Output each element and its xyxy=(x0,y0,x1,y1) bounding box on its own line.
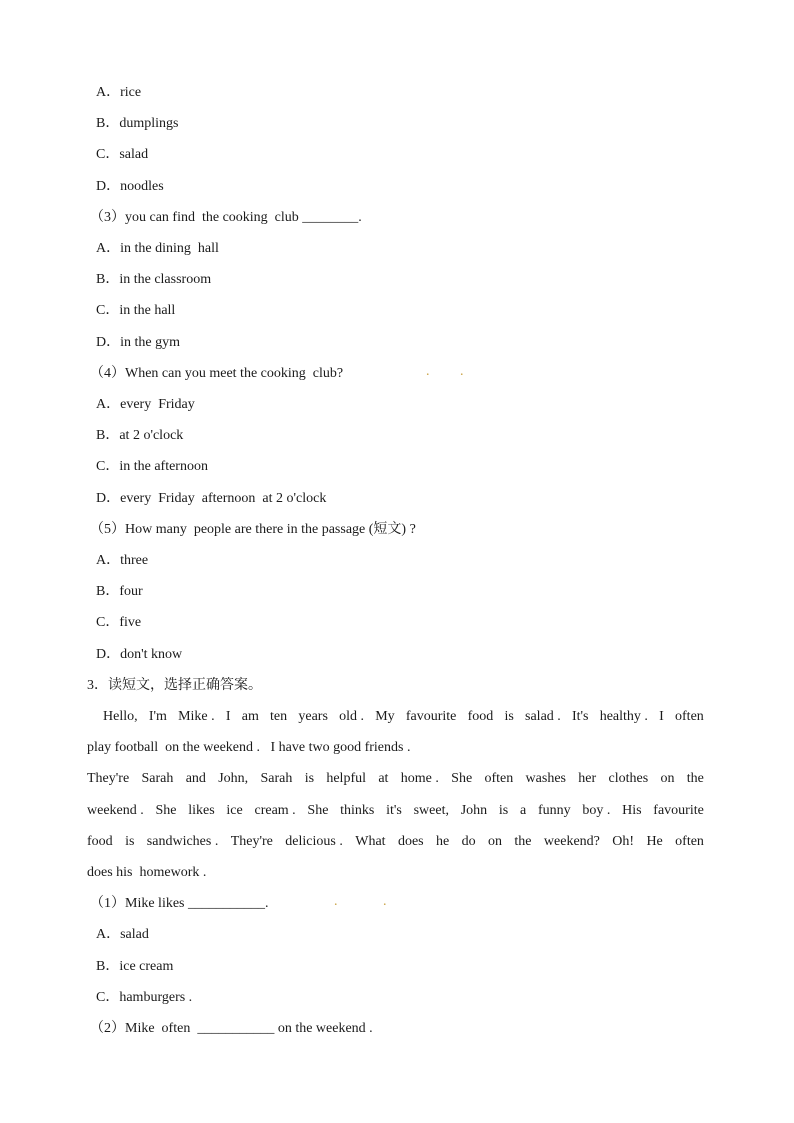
word: They're xyxy=(87,771,130,786)
word: he xyxy=(436,834,450,849)
question-stem: （5）How many people are there in the passage (短文) ? xyxy=(90,522,416,537)
word: salad . xyxy=(525,709,561,724)
word: They're xyxy=(230,834,273,849)
word: clothes xyxy=(608,771,649,786)
option-b: B．ice cream xyxy=(96,959,174,974)
word: the xyxy=(514,834,532,849)
word: am xyxy=(241,709,259,724)
word: Sarah xyxy=(260,771,293,786)
mark-dot: . xyxy=(460,364,464,379)
passage-line xyxy=(87,770,704,788)
option-c: C．in the hall xyxy=(96,303,176,318)
word: I'm xyxy=(148,709,167,724)
word: food xyxy=(467,709,494,724)
word: home . xyxy=(400,771,439,786)
option-a: A．in the dining hall xyxy=(96,241,219,256)
passage-line xyxy=(87,833,704,851)
question-stem: （4）When can you meet the cooking club? xyxy=(90,366,344,381)
word: on xyxy=(488,834,503,849)
option-d: D．noodles xyxy=(96,179,164,194)
word: on xyxy=(660,771,675,786)
word: her xyxy=(578,771,597,786)
word: washes xyxy=(525,771,566,786)
word: What xyxy=(355,834,386,849)
word: I xyxy=(225,709,231,724)
option-a: A．rice xyxy=(96,85,142,100)
word: is xyxy=(125,834,135,849)
word: delicious . xyxy=(285,834,343,849)
word: food xyxy=(87,834,113,849)
option-d: D．don't know xyxy=(96,647,183,662)
option-c: C．hamburgers . xyxy=(96,990,193,1005)
word: thinks xyxy=(340,803,375,818)
option-b: B．dumplings xyxy=(96,116,179,131)
word: a xyxy=(520,803,527,818)
option-a: A．salad xyxy=(96,927,149,942)
mark-dot: . xyxy=(426,364,430,379)
word: is xyxy=(498,803,509,818)
word: Sarah xyxy=(141,771,174,786)
word: helpful xyxy=(326,771,366,786)
word: old . xyxy=(339,709,364,724)
word: sweet, xyxy=(413,803,449,818)
option-a: A．every Friday xyxy=(96,397,195,412)
word: favourite xyxy=(653,803,704,818)
word: at xyxy=(378,771,389,786)
section-heading: 3．读短文，选择正确答案。 xyxy=(87,678,262,693)
mark-dot: . xyxy=(383,894,387,909)
word: and xyxy=(185,771,206,786)
option-b: B．in the classroom xyxy=(96,272,212,287)
mark-dot: . xyxy=(334,894,338,909)
option-d: D．every Friday afternoon at 2 o'clock xyxy=(96,491,327,506)
option-b: B．at 2 o'clock xyxy=(96,428,184,443)
word: boy . xyxy=(582,803,611,818)
word: She xyxy=(451,771,473,786)
word: My xyxy=(375,709,395,724)
word: I xyxy=(659,709,664,724)
option-c: C．in the afternoon xyxy=(96,459,208,474)
word: funny xyxy=(537,803,571,818)
word: He xyxy=(646,834,663,849)
word: ten xyxy=(270,709,288,724)
passage-line: play football on the weekend . I have two good friends . xyxy=(87,740,411,755)
passage-line: does his homework . xyxy=(87,865,207,880)
option-d: D．in the gym xyxy=(96,335,180,350)
passage-line xyxy=(103,708,704,726)
word: favourite xyxy=(405,709,457,724)
word: often xyxy=(675,709,704,724)
word: is xyxy=(504,709,514,724)
option-c: C．five xyxy=(96,615,142,630)
word: weekend? xyxy=(543,834,600,849)
word: do xyxy=(461,834,476,849)
word: is xyxy=(304,771,315,786)
question-stem: （1）Mike likes ___________. xyxy=(90,896,269,911)
passage-line xyxy=(87,802,704,820)
word: does xyxy=(397,834,424,849)
option-a: A．three xyxy=(96,553,149,568)
word: sandwiches . xyxy=(146,834,219,849)
word: John xyxy=(460,803,488,818)
word: It's xyxy=(571,709,589,724)
word: cream . xyxy=(254,803,296,818)
word: the xyxy=(686,771,704,786)
question-stem: （2）Mike often ___________ on the weekend . xyxy=(90,1021,373,1036)
word: often xyxy=(675,834,704,849)
word: Oh! xyxy=(612,834,635,849)
word: weekend . xyxy=(87,803,144,818)
word: healthy . xyxy=(599,709,648,724)
option-b: B．four xyxy=(96,584,143,599)
word: ice xyxy=(226,803,243,818)
option-c: C．salad xyxy=(96,147,149,162)
word: often xyxy=(484,771,514,786)
word: likes xyxy=(188,803,215,818)
word: it's xyxy=(386,803,402,818)
word: Mike . xyxy=(178,709,215,724)
word: His xyxy=(622,803,642,818)
word: John, xyxy=(218,771,249,786)
word: years xyxy=(298,709,328,724)
word: Hello, xyxy=(103,709,138,724)
word: She xyxy=(155,803,177,818)
word: She xyxy=(307,803,329,818)
question-stem: （3）you can find the cooking club ________. xyxy=(90,210,362,225)
